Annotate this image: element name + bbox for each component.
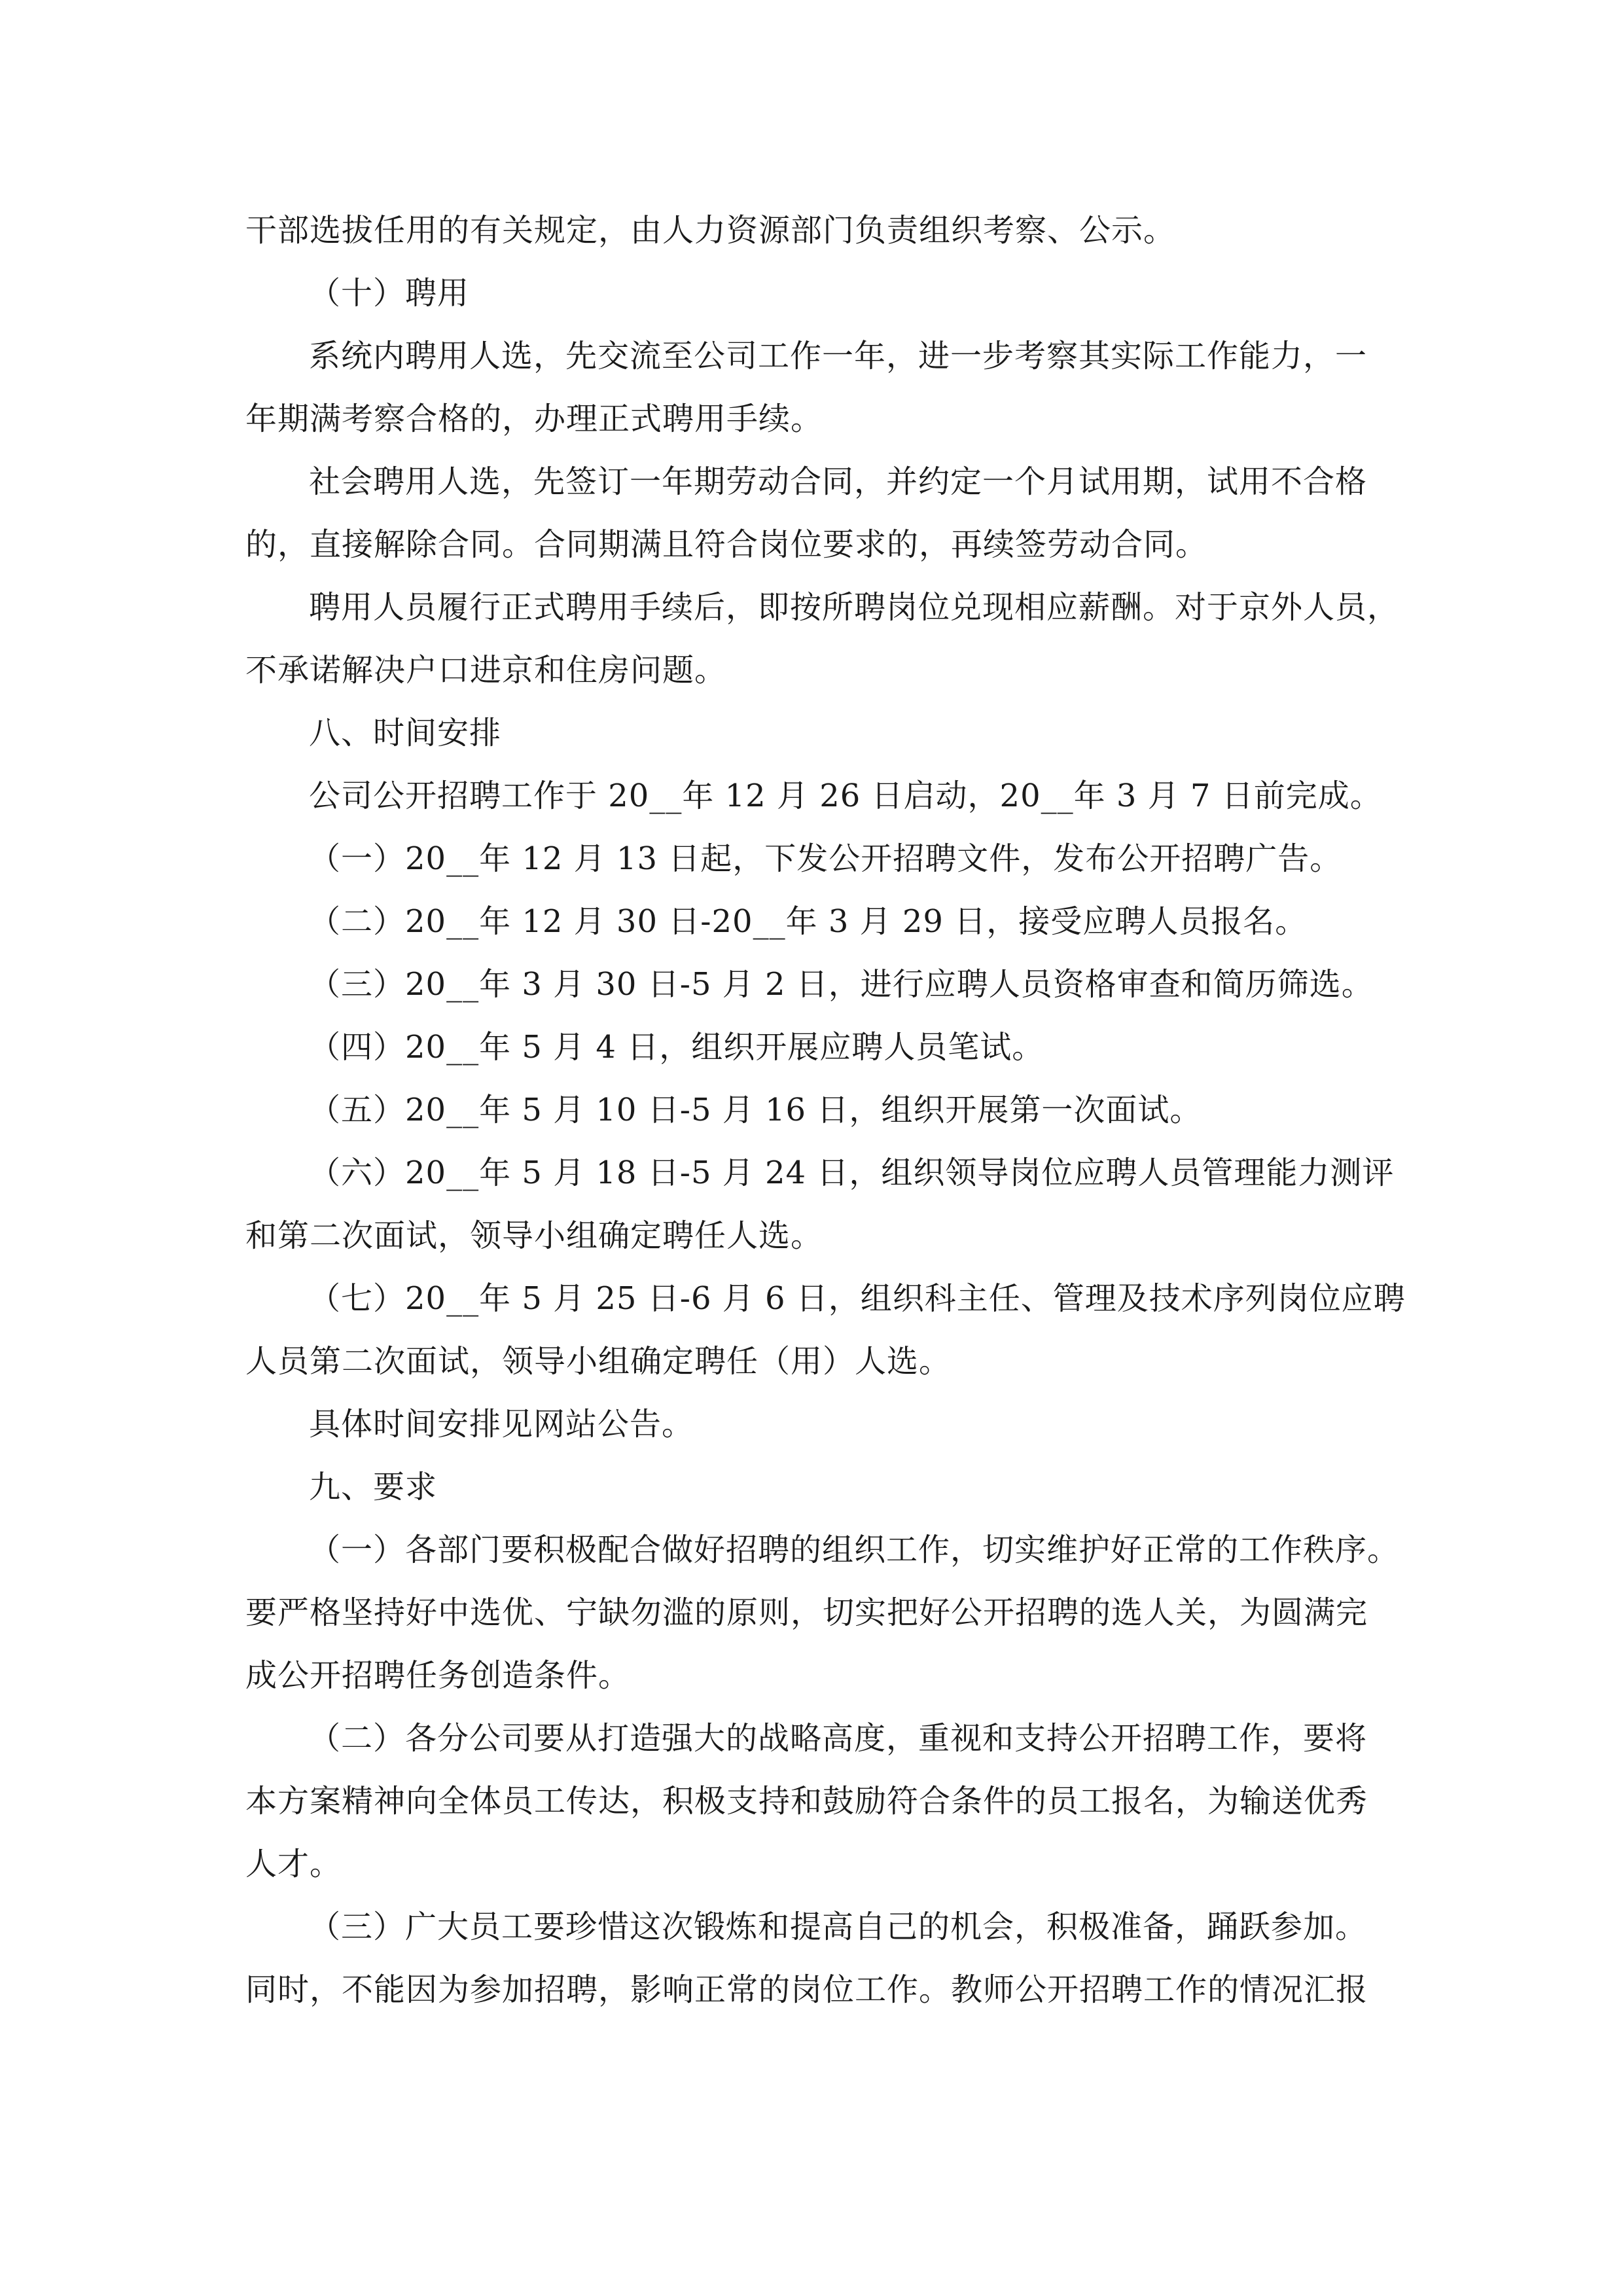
text-line: 人员第二次面试，领导小组确定聘任（用）人选。 bbox=[245, 1343, 952, 1380]
section-heading: 八、时间安排 bbox=[309, 715, 502, 751]
text-line: （五）20__年 5 月 10 日-5 月 16 日，组织开展第一次面试。 bbox=[309, 1092, 1202, 1128]
text-line: 人才。 bbox=[245, 1846, 342, 1882]
text-line: （二）20__年 12 月 30 日-20__年 3 月 29 日，接受应聘人员报名。 bbox=[309, 903, 1308, 940]
text-line: （一）各部门要积极配合做好招聘的组织工作，切实维护好正常的工作秩序。 bbox=[309, 1532, 1400, 1568]
text-line: 年期满考察合格的，办理正式聘用手续。 bbox=[245, 401, 823, 437]
text-line: 和第二次面试，领导小组确定聘任人选。 bbox=[245, 1217, 823, 1254]
text-line: （四）20__年 5 月 4 日，组织开展应聘人员笔试。 bbox=[309, 1029, 1044, 1066]
text-line: 社会聘用人选，先签订一年期劳动合同，并约定一个月试用期，试用不合格 bbox=[309, 463, 1368, 500]
text-line: （三）20__年 3 月 30 日-5 月 2 日，进行应聘人员资格审查和简历筛选。 bbox=[309, 966, 1374, 1003]
text-line: （三）广大员工要珍惜这次锻炼和提高自己的机会，积极准备，踊跃参加。 bbox=[309, 1909, 1368, 1945]
text-line: （二）各分公司要从打造强大的战略高度，重视和支持公开招聘工作，要将 bbox=[309, 1720, 1368, 1757]
text-line: 要严格坚持好中选优、宁缺勿滥的原则，切实把好公开招聘的选人关，为圆满完 bbox=[245, 1594, 1368, 1631]
text-line: 聘用人员履行正式聘用手续后，即按所聘岗位兑现相应薪酬。对于京外人员， bbox=[309, 589, 1400, 626]
text-line: 公司公开招聘工作于 20__年 12 月 26 日启动，20__年 3 月 7 日前完成。 bbox=[309, 778, 1382, 814]
text-line: 的，直接解除合同。合同期满且符合岗位要求的，再续签劳动合同。 bbox=[245, 526, 1208, 563]
text-line: （六）20__年 5 月 18 日-5 月 24 日，组织领导岗位应聘人员管理能力测评 bbox=[309, 1155, 1395, 1191]
text-line: 干部选拔任用的有关规定，由人力资源部门负责组织考察、公示。 bbox=[245, 212, 1176, 249]
text-line: 成公开招聘任务创造条件。 bbox=[245, 1657, 631, 1694]
text-line: 不承诺解决户口进京和住房问题。 bbox=[245, 652, 727, 689]
text-line: （七）20__年 5 月 25 日-6 月 6 日，组织科主任、管理及技术序列岗位应聘 bbox=[309, 1280, 1406, 1317]
section-heading: （十）聘用 bbox=[309, 275, 470, 312]
text-line: （一）20__年 12 月 13 日起，下发公开招聘文件，发布公开招聘广告。 bbox=[309, 840, 1342, 877]
text-line: 同时，不能因为参加招聘，影响正常的岗位工作。教师公开招聘工作的情况汇报 bbox=[245, 1971, 1368, 2008]
text-line: 具体时间安排见网站公告。 bbox=[309, 1406, 694, 1443]
text-line: 本方案精神向全体员工传达，积极支持和鼓励符合条件的员工报名，为输送优秀 bbox=[245, 1783, 1368, 1820]
text-line: 系统内聘用人选，先交流至公司工作一年，进一步考察其实际工作能力，一 bbox=[309, 338, 1368, 374]
section-heading: 九、要求 bbox=[309, 1469, 438, 1505]
